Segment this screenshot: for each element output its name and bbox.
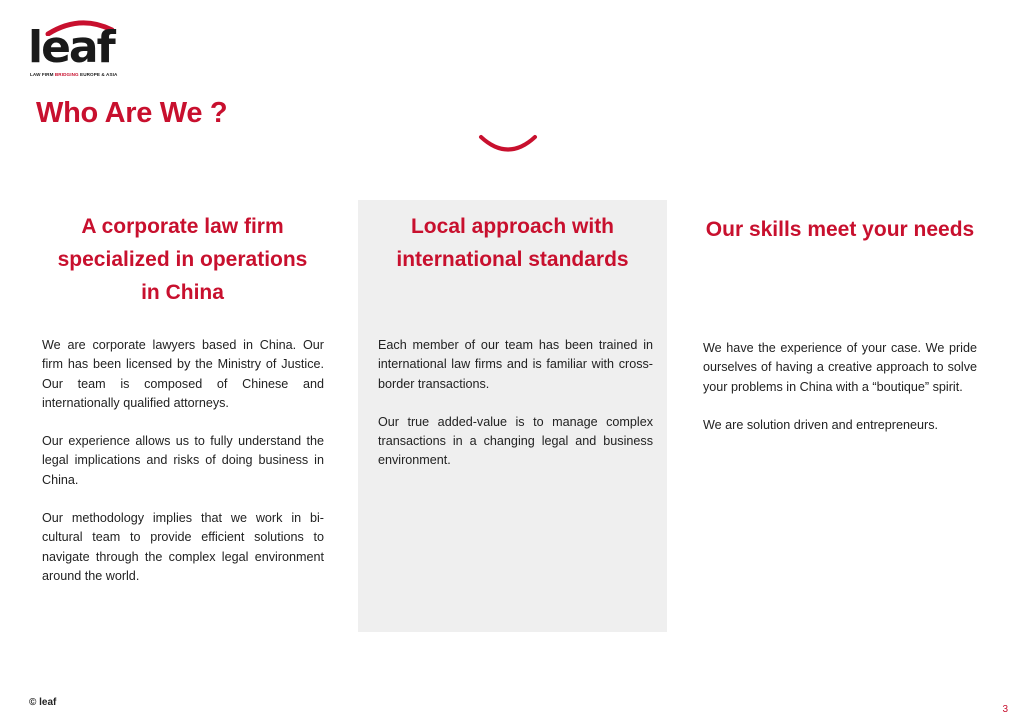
logo-tagline-part1: LAW FIRM: [30, 72, 55, 77]
paragraph: We are corporate lawyers based in China. Our firm has been licensed by the Ministry of Justice. Our team is composed of Chinese and internationally qualified attorneys.: [42, 338, 324, 410]
red-smile-arc-icon: [478, 132, 538, 154]
paragraph: Each member of our team has been trained in international law firms and is familiar with cross-border transactions.: [378, 338, 653, 391]
column-heading: A corporate law firm specialized in operations in China: [57, 215, 308, 304]
logo-tagline-highlight: BRIDGING: [54, 72, 79, 77]
paragraph: We have the experience of your case. We pride ourselves of having a creative approach to solve your problems in China with a “boutique” spirit.: [703, 341, 977, 394]
column-local-approach: [358, 200, 667, 632]
column-skills: [692, 200, 988, 632]
paragraph: We are solution driven and entrepreneurs.: [703, 417, 938, 432]
paragraph: Our experience allows us to fully understand the legal implications and risks of doing business in China.: [42, 434, 324, 487]
leaf-logo: [28, 20, 128, 80]
page-title: Who Are We ?: [36, 97, 228, 129]
column-heading: Local approach with international standards: [396, 215, 629, 271]
page-number: 3: [1002, 704, 1008, 715]
logo-tagline-part2: EUROPE & ASIA: [78, 72, 118, 77]
column-corporate-law-firm: [30, 200, 335, 632]
footer-copyright: © leaf: [29, 697, 57, 708]
column-heading: Our skills meet your needs: [705, 218, 975, 241]
column-body: [42, 336, 324, 605]
column-body: [703, 339, 977, 454]
paragraph: Our methodology implies that we work in bi-cultural team to provide efficient solutions to navigate through the complex legal environment around the world.: [42, 511, 324, 583]
logo-word: leaf: [28, 22, 114, 73]
logo-tagline: [30, 72, 117, 77]
paragraph: Our true added-value is to manage complex transactions in a changing legal and business environment.: [378, 414, 653, 468]
column-body: [378, 336, 653, 490]
